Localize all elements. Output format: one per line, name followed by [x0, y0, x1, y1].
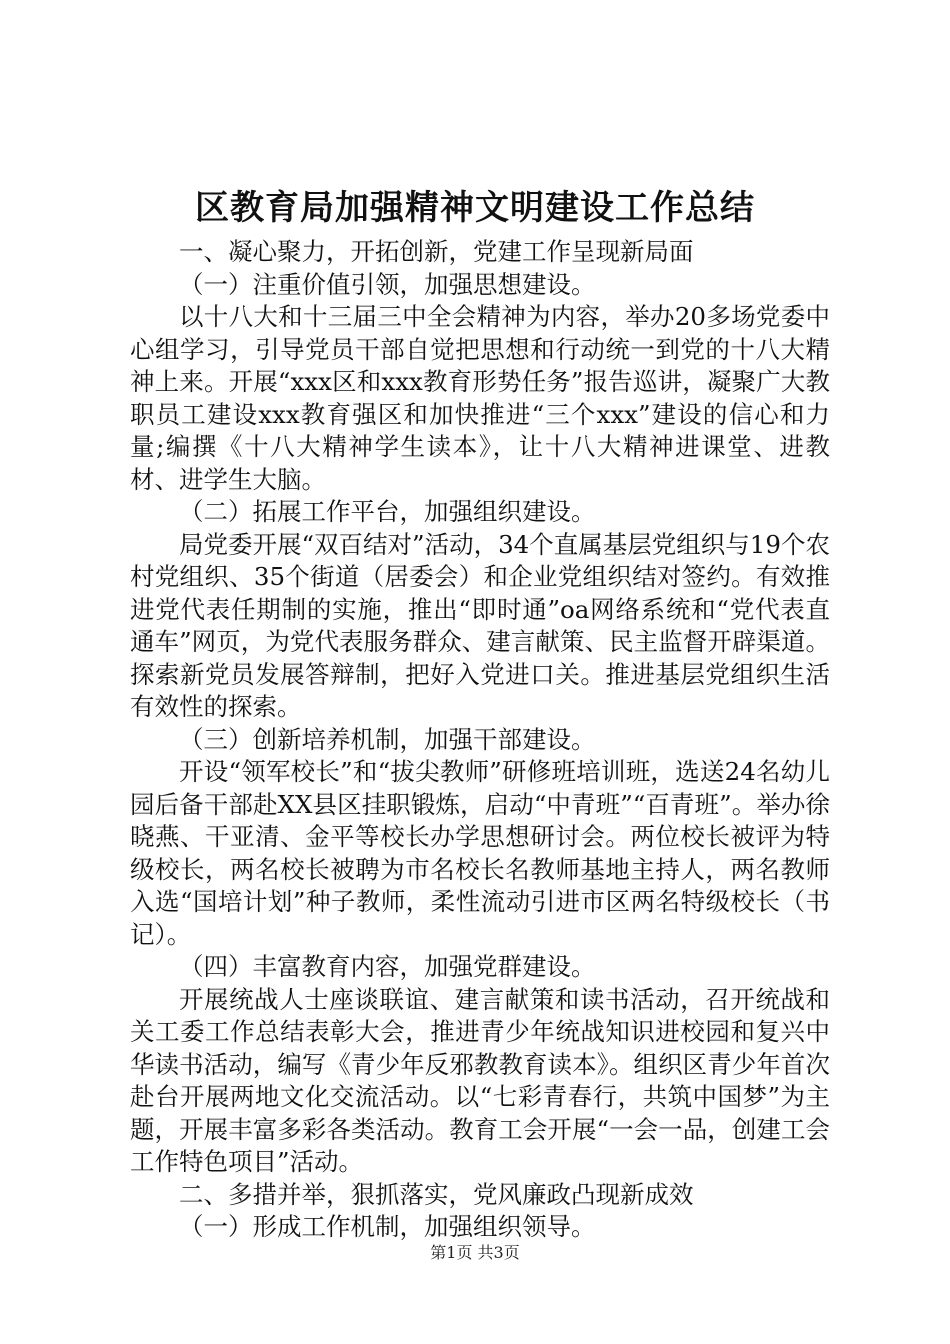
subsection-heading-1-3: （三）创新培养机制，加强干部建设。 [179, 724, 596, 754]
subsection-heading-1-1: （一）注重价值引领，加强思想建设。 [179, 269, 596, 299]
section-heading-1: 一、凝心聚力，开拓创新，党建工作呈现新局面 [179, 237, 694, 266]
subsection-heading-1-4: （四）丰富教育内容，加强党群建设。 [179, 952, 596, 981]
subsection-heading-1-2: （二）拓展工作平台，加强组织建设。 [179, 497, 596, 526]
paragraph-party-mass-building: 开展统战人士座谈联谊、建言献策和读书活动，召开统战和关工委工作总结表彰大会，推进青少年统战知识进校园和复兴中华读书活动，编写《青少年反邪教教育读本》。组织区青少年首次赴台开展两地文化交流活动。以“七彩青春行，共筑中国梦”为主题，开展丰富多彩各类活动。教育工会开展“一会一品，创建工会工作特色项目”活动。 [130, 984, 830, 1176]
paragraph-thought-building: 以十八大和十三届三中全会精神为内容，举办20多场党委中心组学习，引导党员干部自觉把思想和行动统一到党的十八大精神上来。开展“xxx区和xxx教育形势任务”报告巡讲，凝聚广大教职员工建设xxx教育强区和加快推进“三个xxx”建设的信心和力量;编撰《十八大精神学生读本》，让十八大精神进课堂、进教材、进学生大脑。 [130, 302, 830, 494]
paragraph-cadre-building: 开设“领军校长”和“拔尖教师”研修班培训班，选送24名幼儿园后备干部赴XX县区挂职锻炼，启动“中青班”“百青班”。举办徐晓燕、干亚清、金平等校长办学思想研讨会。两位校长被评为特级校长，两名校长被聘为市名校长名教师基地主持人，两名教师入选“国培计划”种子教师，柔性流动引进市区两名特级校长（书记）。 [130, 757, 830, 949]
document-title: 区教育局加强精神文明建设工作总结 [195, 188, 755, 228]
paragraph-organization-building: 局党委开展“双百结对”活动，34个直属基层党组织与19个农村党组织、35个街道（居委会）和企业党组织结对签约。有效推进党代表任期制的实施，推出“即时通”oa网络系统和“党代表直通车”网页，为党代表服务群众、建言献策、民主监督开辟渠道。探索新党员发展答辩制，把好入党进口关。推进基层党组织生活有效性的探索。 [130, 529, 830, 721]
document-body [130, 236, 830, 1244]
page-number-footer: 第1页 共3页 [430, 1243, 520, 1262]
section-heading-2: 二、多措并举，狠抓落实，党风廉政凸现新成效 [179, 1179, 694, 1209]
subsection-heading-2-1: （一）形成工作机制，加强组织领导。 [179, 1212, 596, 1241]
